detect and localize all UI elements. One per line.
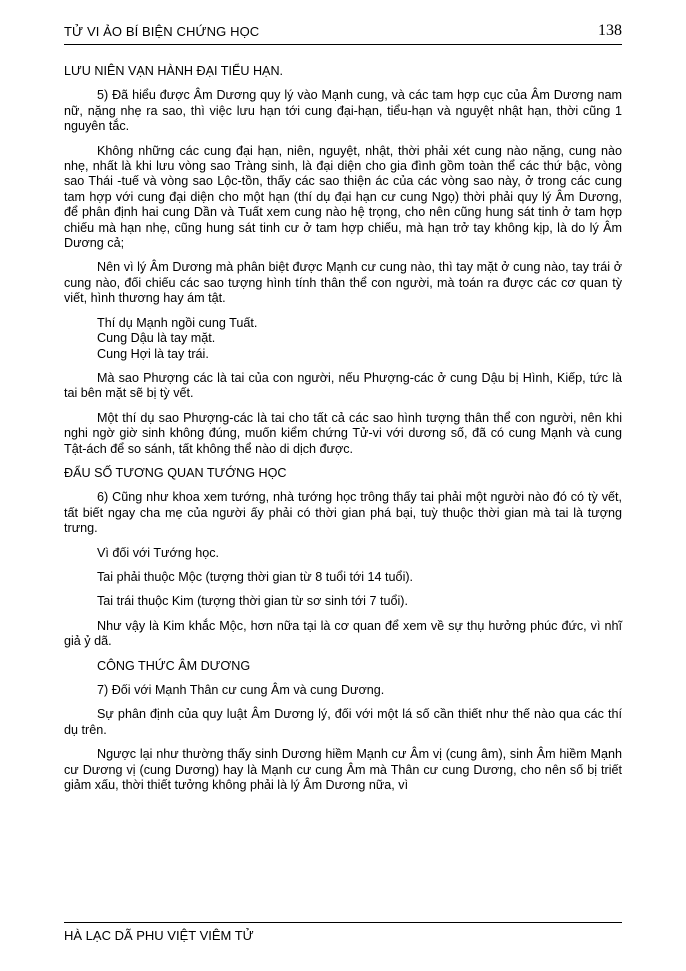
section-heading: CÔNG THỨC ÂM DƯƠNG <box>97 658 251 673</box>
paragraph: 6) Cũng như khoa xem tướng, nhà tướng học trông thấy tai phải một người nào đó có tỳ vết, tất biết ngay cha mẹ của người ấy phải có thời gian phá bại, tuỳ thuộc thời gian mà tai là tượng trưng. <box>64 490 622 536</box>
page-body <box>64 64 622 802</box>
paragraph: Tai trái thuộc Kim (tượng thời gian từ sơ sinh tới 7 tuổi). <box>97 594 408 609</box>
example-line: Thí dụ Mạnh ngồi cung Tuất. <box>97 315 258 330</box>
paragraph: Mà sao Phượng các là tai của con người, nếu Phượng-các ở cung Dậu bị Hình, Kiếp, tức là tai bên mặt sẽ bị tỳ vết. <box>64 370 622 401</box>
example-block <box>64 316 622 362</box>
example-line: Cung Hợi là tay trái. <box>97 346 209 361</box>
paragraph: Một thí dụ sao Phượng-các là tai cho tất cả các sao hình tượng thân thể con người, nên khi nghi ngờ giờ sinh không đúng, muốn kiểm chứng Tử-vi với dương số, đã có cung Mạnh và cung Tật-ách để so sánh, tất không thể nào di dịch được. <box>64 410 622 456</box>
paragraph: Không những các cung đại hạn, niên, nguyệt, nhật, thời phải xét cung nào nặng, cung nào nhẹ, nhất là khi lưu vòng sao Tràng sinh, là đại diện cho gia đình gồm toàn thể các thứ bậc, vòng sao Thái -tuế và vòng sao Lộc-tồn, thấy các sao thiện ác của các vòng sao này, ở trong các cung tam hợp với cung đại diện cho một hạn (thí dụ đại hạn cư cung Ngọ) thời phải quy lý Âm Dương, để phân định hai cung Dần và Tuất xem cung nào hệ trọng, cho nên cũng hung sát tinh ở tam hợp chiếu mà hạn nhẹ, cũng hung sát tinh cư ở tam hợp chiếu, mà hạn trở tay không kịp, là do lý Âm Dương cả; <box>64 143 622 251</box>
paragraph: Ngược lại như thường thấy sinh Dương hiềm Mạnh cư Âm vị (cung âm), sinh Âm hiềm Mạnh cư Dương vị (cung Dương) hay là Mạnh cư cung Âm mà Thân cư cung Dương, cho nên số bị triết giảm xấu, thời thiết tưởng không phải là lý Âm Dương nữa, vì <box>64 747 622 793</box>
paragraph: Như vậy là Kim khắc Mộc, hơn nữa tại là cơ quan để xem về sự thụ hưởng phúc đức, vì nhĩ giả ỷ dã. <box>64 618 622 649</box>
book-title: TỬ VI ẢO BÍ BIỆN CHỨNG HỌC <box>64 24 260 39</box>
footer-text: HÀ LẠC DÃ PHU VIỆT VIÊM TỬ <box>64 928 254 943</box>
page-footer <box>64 922 622 943</box>
paragraph: Nên vì lý Âm Dương mà phân biệt được Mạnh cư cung nào, thì tay mặt ở cung nào, tay trái ở cung nào, đối chiếu các sao tượng hình tính thân thể con người, mà toán ra được các cơ quan tỳ viết, hình thương hay ám tật. <box>64 260 622 306</box>
section-heading: LƯU NIÊN VẠN HÀNH ĐẠI TIỂU HẠN. <box>64 64 284 78</box>
section-heading: ĐẨU SỐ TƯƠNG QUAN TƯỚNG HỌC <box>64 465 287 480</box>
paragraph: 7) Đối với Mạnh Thân cư cung Âm và cung Dương. <box>97 683 385 697</box>
example-line: Cung Dậu là tay mặt. <box>97 331 216 346</box>
page-header <box>64 22 622 45</box>
paragraph: Tai phải thuộc Mộc (tượng thời gian từ 8 tuổi tới 14 tuổi). <box>97 569 414 584</box>
paragraph: Sự phân định của quy luật Âm Dương lý, đối với một lá số cần thiết như thế nào qua các thí dụ trên. <box>64 707 622 737</box>
page-number: 138 <box>598 22 622 39</box>
paragraph: 5) Đã hiểu được Âm Dương quy lý vào Mạnh cung, và các tam hợp cục của Âm Dương nam nữ, nặng nhẹ ra sao, thì việc lưu hạn tới cung đại-hạn, tiểu-hạn và nguyệt nhật hạn, thời cũng 1 nguyên tắc. <box>64 88 622 134</box>
paragraph: Vì đối với Tướng học. <box>97 545 220 560</box>
